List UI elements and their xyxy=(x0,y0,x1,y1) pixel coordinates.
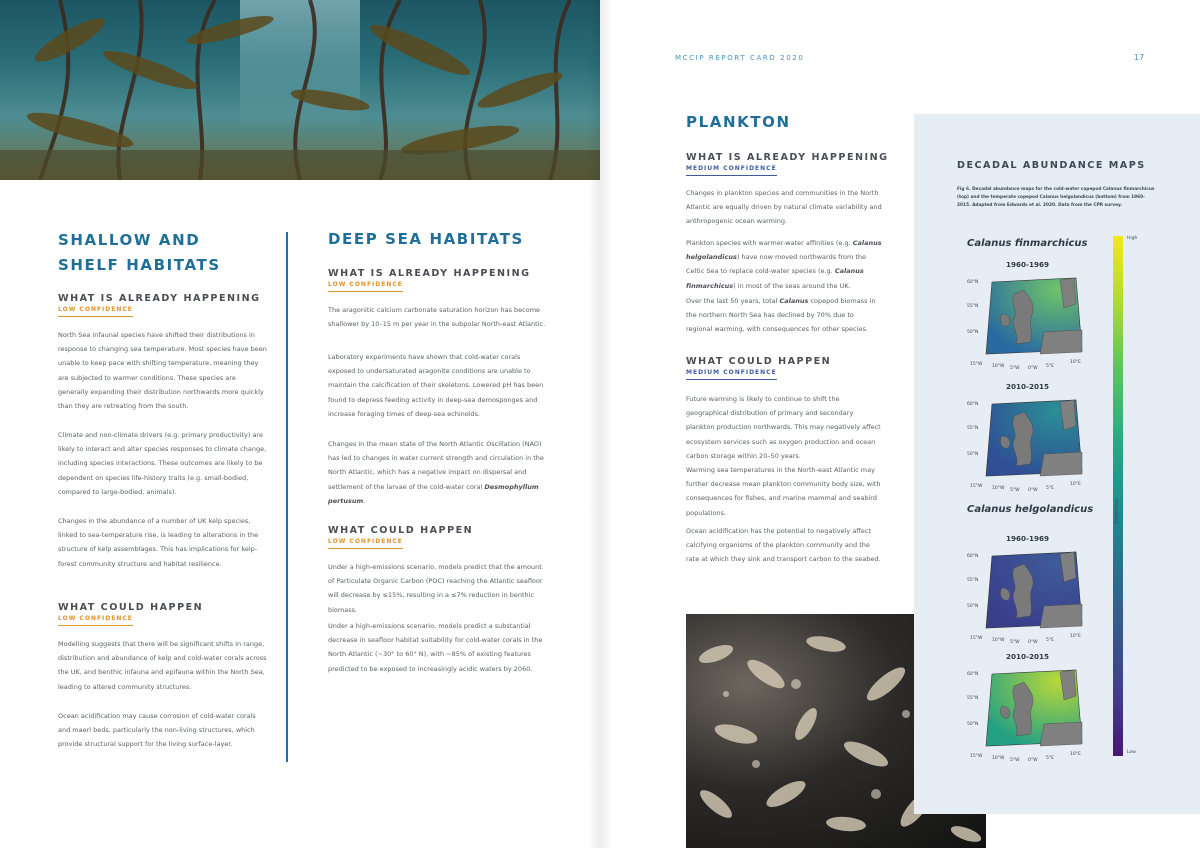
plankton-para-3-b: copepod biomass in the northern North Sea has declined by 70% due to regional warming, with consequences for other species. xyxy=(686,297,876,334)
nao-text: Changes in the mean state of the North Atlantic Oscillation (NAO) has led to changes in water current strength and circulation in the North Atlantic, which has a negative impact on dispersal and settlement of the larvae of the cold-water coral xyxy=(328,440,544,491)
longitude-label: 10°W xyxy=(992,364,1005,369)
longitude-label: 5°W xyxy=(1010,640,1020,645)
plankton-para-3-a: Over the last 50 years, total xyxy=(686,297,780,305)
species-title-finmarchicus: Calanus finmarchicus xyxy=(967,238,1088,249)
latitude-label: 50°N xyxy=(967,330,979,335)
plankton-happening-heading: WHAT IS ALREADY HAPPENING xyxy=(686,152,889,163)
longitude-label: 5°W xyxy=(1010,366,1020,371)
kelp-forest-photo xyxy=(0,0,600,180)
shallow-could-para-1: Modelling suggests that there will be significant shifts in range, distribution and abundance of kelp and cold-water corals across the UK, and benthic infauna and epifauna within the North Sea, leading to altered community structures. xyxy=(58,640,267,691)
plankton-para-2-b: ) have now moved northwards from the Celtic Sea to replace cold-water species (e.g. xyxy=(686,253,867,276)
shallow-could-para-2: Ocean acidification may cause corrosion of cold-water corals and maerl beds, particularly the non-living structures, which provide structural support for the living surface-layer. xyxy=(58,712,256,749)
plankton-could-para-3: Ocean acidification has the potential to negatively affect calcifying organisms of the plankton community and the rate at which they sink and transport carbon to the seabed. xyxy=(686,527,881,564)
shallow-happening-heading: WHAT IS ALREADY HAPPENING xyxy=(58,293,261,304)
deep-sea-habitats-title: DEEP SEA HABITATS xyxy=(328,230,524,248)
column-divider xyxy=(286,232,288,762)
nao-end: . xyxy=(363,496,366,505)
latitude-label: 60°N xyxy=(967,672,979,677)
decadal-maps-panel xyxy=(914,114,1200,814)
figure-caption: Fig 6. Decadal abundance maps for the cold-water copepod Calanus finmarchicus (top) and the temperate copepod Calanus helgolandicus (bottom) from 1960-2015. Adapted from Edwards et al. 2020. Data from the CPR survey. xyxy=(957,187,1155,208)
latitude-label: 55°N xyxy=(967,696,979,701)
longitude-label: 15°W xyxy=(970,362,983,367)
species-helgolandicus: Calanus helgolandicus xyxy=(686,239,882,262)
plankton-para-2-a: Plankton species with warmer-water affinities (e.g. xyxy=(686,239,853,247)
page-gutter xyxy=(588,0,612,848)
abundance-map xyxy=(984,396,1084,480)
latitude-label: 50°N xyxy=(967,722,979,727)
longitude-label: 0°W xyxy=(1028,366,1038,371)
longitude-label: 0°W xyxy=(1028,758,1038,763)
deep-happening-para-3 xyxy=(328,437,548,508)
abundance-map xyxy=(984,274,1084,358)
shallow-could-heading: WHAT COULD HAPPEN xyxy=(58,602,204,613)
plankton-could-para-1: Future warming is likely to continue to shift the geographical distribution of primary and secondary plankton production northwards. This may negatively affect ecosystem services such as oxygen production and ocean carbon storage within 20–50 years. xyxy=(686,395,881,460)
longitude-label: 15°W xyxy=(970,754,983,759)
deep-could-para-2: Under a high-emissions scenario, models predict a substantial decrease in seafloor habitat suitability for cold-water corals in the North Atlantic (~30° to 60° N), with ~85% of existing features predicted to be exposed to increasingly acidic waters by 2060. xyxy=(328,622,543,673)
species-calanus: Calanus xyxy=(779,297,809,305)
deep-could-para-1: Under a high-emissions scenario, models predict that the amount of Particulate Organic Carbon (POC) reaching the Atlantic seafloor will decrease by ≤15%, resulting in a ≤7% reduction in benthic biomass. xyxy=(328,563,543,614)
deep-happening-heading: WHAT IS ALREADY HAPPENING xyxy=(328,268,531,279)
species-finmarchicus: Calanus finmarchicus xyxy=(686,267,864,290)
shallow-happening-para-2: Climate and non-climate drivers (e.g. primary productivity) are likely to interact and alter species responses to climate change, including species interactions. These outcomes are likely to be dependent on species life-history traits (e.g. small-bodied, compared to large-bodied, animals). xyxy=(58,431,267,496)
deep-could-heading: WHAT COULD HAPPEN xyxy=(328,525,474,536)
abundance-map xyxy=(984,666,1084,750)
plankton-could-para-2: Warming sea temperatures in the North-east Atlantic may further decrease mean plankton community body size, with consequences for fishes, and marine mammal and seabird populations. xyxy=(686,466,881,517)
latitude-label: 60°N xyxy=(967,280,979,285)
colorbar-low-label: Low xyxy=(1127,750,1136,755)
longitude-label: 5°W xyxy=(1010,758,1020,763)
plankton-could-confidence: MEDIUM CONFIDENCE xyxy=(686,369,777,380)
shallow-happening-para-3: Changes in the abundance of a number of UK kelp species, linked to sea-temperature rise, is leading to alterations in the structure of kelp assemblages. This has implications for kelp-forest community structure and habitat resilience. xyxy=(58,517,259,568)
period-label: 1960-1969 xyxy=(1006,534,1049,543)
shallow-happening-confidence: LOW CONFIDENCE xyxy=(58,306,133,317)
latitude-label: 55°N xyxy=(967,578,979,583)
longitude-label: 10°W xyxy=(992,638,1005,643)
shallow-habitats-title: SHALLOW AND SHELF HABITATS xyxy=(58,231,221,274)
latitude-label: 50°N xyxy=(967,452,979,457)
longitude-label: 10°W xyxy=(992,756,1005,761)
plankton-title: PLANKTON xyxy=(686,113,791,131)
colorbar-title: Abundance xyxy=(1113,499,1118,525)
longitude-label: 10°W xyxy=(992,486,1005,491)
latitude-label: 50°N xyxy=(967,604,979,609)
shallow-could-confidence: LOW CONFIDENCE xyxy=(58,615,133,626)
plankton-happening-confidence: MEDIUM CONFIDENCE xyxy=(686,165,777,176)
deep-happening-para-1: The aragonitic calcium carbonate saturation horizon has become shallower by 10–15 m per year in the subpolar North-east Atlantic. xyxy=(328,306,546,329)
longitude-label: 5°E xyxy=(1046,638,1054,643)
latitude-label: 55°N xyxy=(967,426,979,431)
longitude-label: 10°E xyxy=(1070,360,1081,365)
longitude-label: 5°E xyxy=(1046,364,1054,369)
page-number: 17 xyxy=(1134,53,1145,62)
longitude-label: 5°E xyxy=(1046,756,1054,761)
shallow-happening-para-1: North Sea infaunal species have shifted their distributions in response to changing sea temperature. Most species have been unable to keep pace with shifting temperature, meaning they are subjected to warmer conditions. These species are generally expanding their distribution northwards more quickly than they are retreating from the south. xyxy=(58,331,267,411)
plankton-could-heading: WHAT COULD HAPPEN xyxy=(686,356,832,367)
latitude-label: 60°N xyxy=(967,402,979,407)
panel-title: DECADAL ABUNDANCE MAPS xyxy=(957,160,1146,171)
longitude-label: 15°W xyxy=(970,636,983,641)
deep-happening-confidence: LOW CONFIDENCE xyxy=(328,281,403,292)
longitude-label: 15°W xyxy=(970,484,983,489)
plankton-para-3 xyxy=(686,294,882,337)
deep-happening-para-2: Laboratory experiments have shown that cold-water corals exposed to undersaturated aragonite conditions are unable to maintain the calcification of their skeletons. Lowered pH has been found to depress feeding activity in deep-sea demosponges and increase foraging times of deep-sea echinoids. xyxy=(328,353,544,418)
longitude-label: 10°E xyxy=(1070,752,1081,757)
longitude-label: 10°E xyxy=(1070,482,1081,487)
abundance-colorbar xyxy=(1113,236,1123,756)
colorbar-high-label: High xyxy=(1127,236,1138,241)
species-title-helgolandicus: Calanus helgolandicus xyxy=(967,504,1094,515)
longitude-label: 10°E xyxy=(1070,634,1081,639)
longitude-label: 5°E xyxy=(1046,486,1054,491)
deep-could-confidence: LOW CONFIDENCE xyxy=(328,538,403,549)
right-page xyxy=(600,0,1200,848)
plankton-para-1: Changes in plankton species and communities in the North Atlantic are equally driven by natural climate variability and anthropogenic ocean warming. xyxy=(686,189,882,226)
latitude-label: 55°N xyxy=(967,304,979,309)
latitude-label: 60°N xyxy=(967,554,979,559)
abundance-map xyxy=(984,548,1084,632)
period-label: 2010-2015 xyxy=(1006,652,1049,661)
plankton-para-2 xyxy=(686,236,882,293)
plankton-para-2-c: ) in most of the seas around the UK. xyxy=(733,281,851,290)
longitude-label: 0°W xyxy=(1028,640,1038,645)
period-label: 1960-1969 xyxy=(1006,260,1049,269)
running-header: MCCIP REPORT CARD 2020 xyxy=(675,54,805,62)
period-label: 2010-2015 xyxy=(1006,382,1049,391)
longitude-label: 0°W xyxy=(1028,488,1038,493)
longitude-label: 5°W xyxy=(1010,488,1020,493)
nao-species: Desmophyllum pertusum xyxy=(328,482,539,505)
